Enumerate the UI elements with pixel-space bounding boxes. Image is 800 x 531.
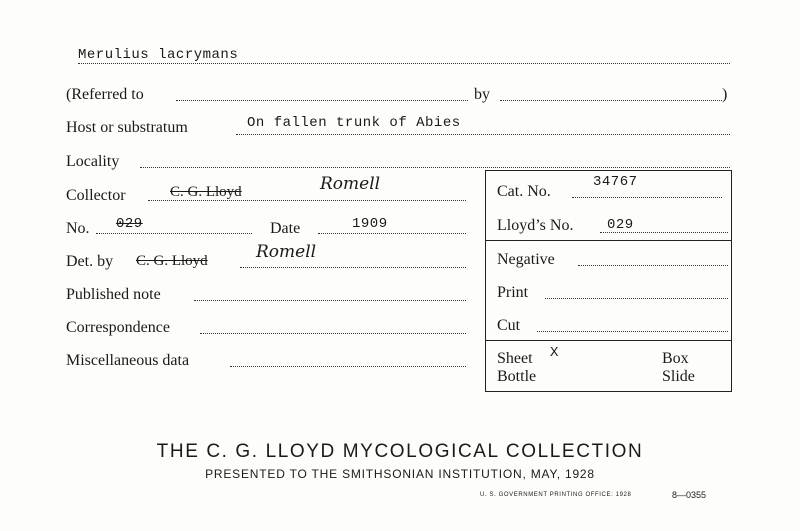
sheet-label: Sheet: [497, 350, 533, 367]
species-line: [78, 63, 730, 64]
collector-handwritten-name: Romell: [320, 174, 381, 194]
locality-line: [140, 167, 730, 168]
box-divider-2: [485, 340, 732, 341]
cut-label: Cut: [497, 317, 521, 334]
slide-label: Slide: [662, 368, 695, 385]
referred-close-paren: ): [722, 86, 728, 103]
referred-to-label: (Referred to: [66, 86, 144, 103]
misc-label: Miscellaneous data: [66, 352, 190, 369]
negative-line: [578, 265, 728, 266]
correspondence-label: Correspondence: [66, 319, 170, 336]
date-label: Date: [270, 220, 301, 237]
misc-line: [230, 366, 466, 367]
locality-label: Locality: [66, 153, 120, 170]
lloyds-no-value: 029: [607, 217, 634, 233]
negative-label: Negative: [497, 251, 555, 268]
species-name: Merulius lacrymans: [78, 47, 239, 63]
print-line: [545, 298, 728, 299]
number-value: 029: [116, 216, 143, 232]
correspondence-line: [200, 333, 466, 334]
published-note-line: [194, 300, 466, 301]
det-by-line: [240, 267, 466, 268]
host-label: Host or substratum: [66, 119, 188, 136]
det-by-handwritten-name: Romell: [256, 242, 317, 262]
cat-no-label: Cat. No.: [497, 183, 551, 200]
collector-line: [148, 200, 466, 201]
print-label: Print: [497, 284, 529, 301]
printer-imprint: U. S. GOVERNMENT PRINTING OFFICE: 1928: [480, 492, 632, 498]
cat-no-line: [572, 197, 722, 198]
collector-label: Collector: [66, 187, 126, 204]
host-line: [236, 134, 730, 135]
by-label: by: [474, 86, 490, 103]
collector-struck-name: C. G. Lloyd: [170, 184, 242, 200]
sheet-mark: X: [550, 345, 559, 361]
det-by-struck-name: C. G. Lloyd: [136, 253, 208, 269]
referred-to-line: [176, 100, 468, 101]
published-note-label: Published note: [66, 286, 161, 303]
host-value: On fallen trunk of Abies: [247, 115, 461, 131]
date-line: [318, 233, 466, 234]
lloyds-no-label: Lloyd’s No.: [497, 217, 574, 234]
number-line: [96, 233, 252, 234]
number-label: No.: [66, 220, 90, 237]
det-by-label: Det. by: [66, 253, 114, 270]
cat-no-value: 34767: [593, 174, 638, 190]
box-divider-1: [485, 240, 732, 241]
collection-title: THE C. G. LLOYD MYCOLOGICAL COLLECTION: [156, 441, 644, 462]
box-label: Box: [662, 350, 689, 367]
form-code: 8—0355: [672, 490, 707, 500]
cut-line: [537, 331, 728, 332]
lloyds-no-line: [600, 232, 728, 233]
date-value: 1909: [352, 216, 388, 232]
by-line: [500, 100, 722, 101]
collection-subtitle: PRESENTED TO THE SMITHSONIAN INSTITUTION, MAY, 1928: [205, 467, 595, 481]
bottle-label: Bottle: [497, 368, 537, 385]
